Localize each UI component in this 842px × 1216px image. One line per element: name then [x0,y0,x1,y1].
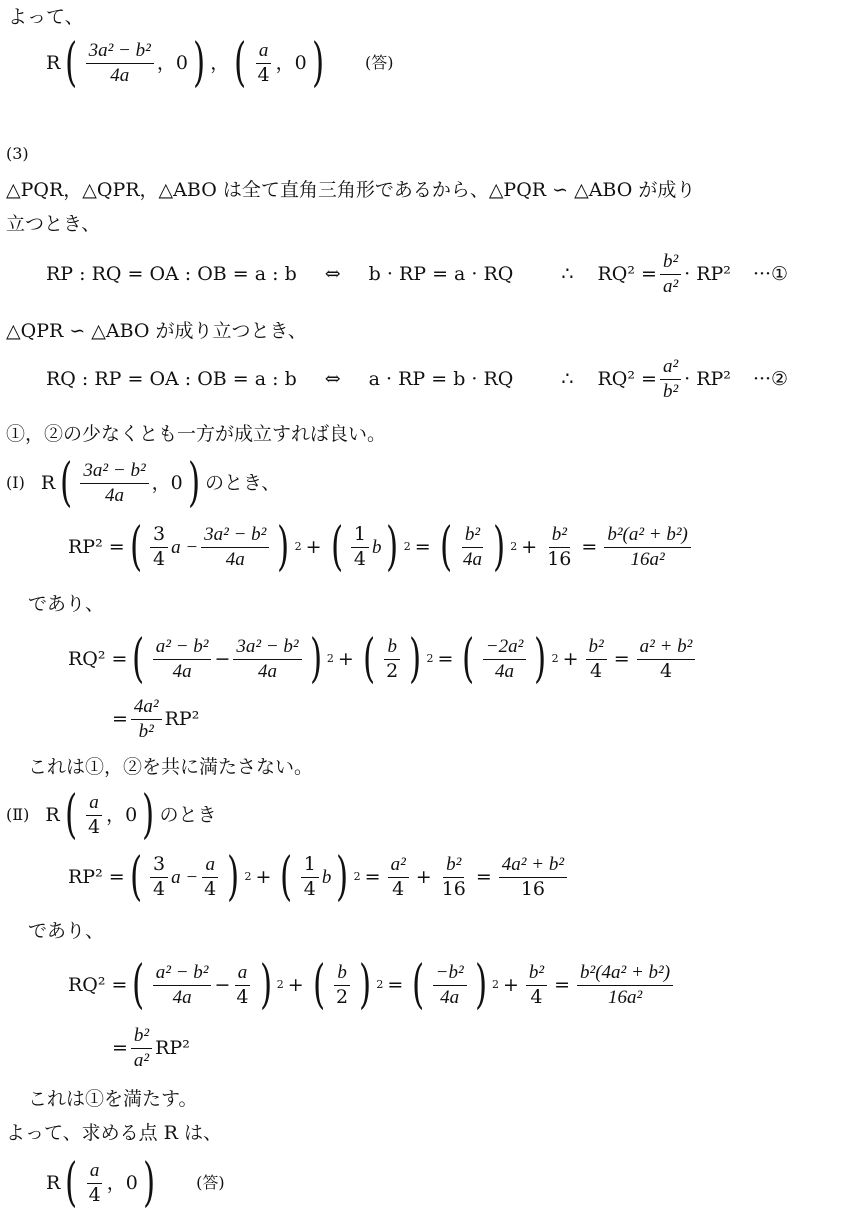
final-answer: R ( $\frac{a}{4}$ ，0 ) (答) [46,1153,225,1213]
dearu-2: であり、 [28,920,105,942]
paragraph-2: △QPR ∽ △ABO が成り立つとき、 [6,320,307,342]
paragraph-1: △PQR，△QPR，△ABO は全て直角三角形であるから、△PQR ∽ △ABO が成り [6,179,696,201]
fraction: $\frac{a}{4}$ [257,39,270,86]
paragraph-1b: 立つとき、 [6,213,101,235]
text-yotte: よって、 [8,6,84,28]
paragraph-6: よって、求める点 R は、 [6,1122,223,1144]
rp-equation-1: RP² = ( $\frac{3}{4}$ a − $\frac{\text{3a² − b²}}{4a}$ ) 2 + ( $\frac{1}{4}$ b ) 2 = ( $\frac{\text{b²}}{4a}$ ) 2 + $\frac{\text{b²}}{16}$ = $\frac{\text{b²(a² + b²)}}{\text{16a²}}$ [68,524,694,571]
part-3-label: (3) [6,144,29,163]
equation-1: RP : RQ = OA : OB = a : b ⇔ b · RP = a · RQ ∴ RQ² = $\frac{\text{b²}}{\text{a²}}$ · RP² ···① [46,251,789,297]
point-r: R [46,51,61,74]
rq-equation-1b: = $\frac{\text{4a²}}{\text{b²}}$ RP² [112,696,200,742]
tag-2: ···② [752,367,789,390]
equation-2: RQ : RP = OA : OB = a : b ⇔ a · RP = b · RQ ∴ RQ² = $\frac{\text{a²}}{\text{b²}}$ · RP² ···② [46,356,789,402]
rq-equation-2: RQ² = ( $\frac{\text{a² − b²}}{4a}$ − $\frac{a}{4}$ ) 2 + ( $\frac{b}{2}$ ) 2 = ( $\frac{\text{−b²}}{4a}$ ) 2 + $\frac{\text{b²}}{4}$ = $\frac{\text{b²(4a² + b²)}}{\text{16a²}}$ [68,962,676,1009]
dearu-1: であり、 [28,593,105,615]
tag-1: ···① [752,262,789,285]
rq-equation-1: RQ² = ( $\frac{\text{a² − b²}}{4a}$ − $\frac{\text{3a² − b²}}{4a}$ ) 2 + ( $\frac{b}{2}$ ) 2 = ( $\frac{\text{−2a²}}{4a}$ ) 2 + $\frac{\text{b²}}{4}$ = $\frac{\text{a² + b²}}{4}$ [68,636,698,683]
case-1-header: (Ⅰ) R ( $\frac{\text{3a² − b²}}{4a}$ ，0 ) のとき、 [6,453,281,513]
answer-label: (答) [196,1173,225,1193]
answer-label: (答) [365,53,394,73]
paragraph-3: ①，②の少なくとも一方が成立すれば良い。 [6,423,387,445]
answer-1: R ( $\frac{\text{3a² − b²}}{4a}$ ，0 ) ， ( $\frac{a}{4}$ ，0 ) (答) [46,33,394,93]
rp-equation-2: RP² = ( $\frac{3}{4}$ a − $\frac{a}{4}$ ) 2 + ( $\frac{1}{4}$ b ) 2 = $\frac{\text{a²}}{4}$ + $\frac{\text{b²}}{16}$ = $\frac{\text{4a² + b²}}{16}$ [68,854,570,901]
rq-equation-2b: = $\frac{\text{b²}}{\text{a²}}$ RP² [112,1025,190,1071]
case-2-header: (Ⅱ) R ( $\frac{a}{4}$ ，0 ) のとき [6,785,217,845]
paragraph-5: これは①を満たす。 [28,1088,198,1110]
paragraph-4: これは①，②を共に満たさない。 [28,756,314,778]
fraction: $\frac{\text{3a² − b²}}{4a}$ [86,41,154,86]
